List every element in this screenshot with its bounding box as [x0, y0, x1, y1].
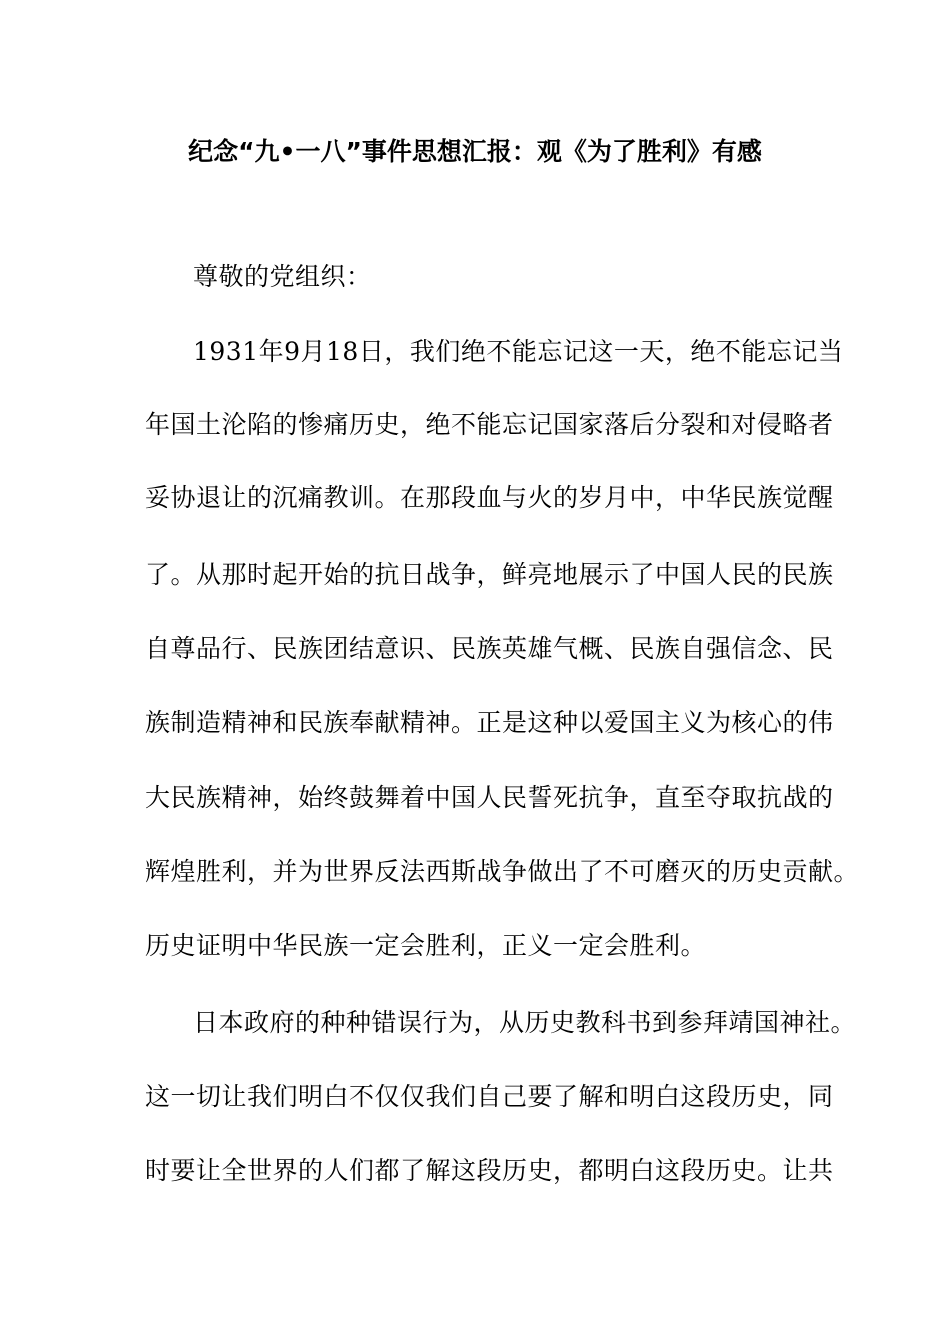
- paragraph-line: 大民族精神，始终鼓舞着中国人民誓死抗争，直至夺取抗战的: [145, 783, 834, 812]
- paragraph-line: 自尊品行、民族团结意识、民族英雄气概、民族自强信念、民: [145, 634, 834, 663]
- document-title: 纪念“九•一八”事件思想汇报：观《为了胜利》有感: [188, 137, 762, 166]
- paragraph-line: 族制造精神和民族奉献精神。正是这种以爱国主义为核心的伟: [145, 708, 834, 737]
- paragraph-line: 妥协退让的沉痛教训。在那段血与火的岁月中，中华民族觉醒: [145, 483, 834, 512]
- paragraph-line: 这一切让我们明白不仅仅我们自己要了解和明白这段历史，同: [145, 1082, 834, 1111]
- paragraph-line: 历史证明中华民族一定会胜利，正义一定会胜利。: [145, 931, 707, 960]
- salutation: 尊敬的党组织：: [193, 262, 372, 291]
- paragraph-line: 时要让全世界的人们都了解这段历史，都明白这段历史。让共: [145, 1156, 834, 1185]
- paragraph-line: 年国土沦陷的惨痛历史，绝不能忘记国家落后分裂和对侵略者: [145, 410, 834, 439]
- paragraph-line: 了。从那时起开始的抗日战争，鲜亮地展示了中国人民的民族: [145, 560, 834, 589]
- paragraph-line: 辉煌胜利，并为世界反法西斯战争做出了不可磨灭的历史贡献。: [145, 857, 860, 886]
- paragraph-line: 1931年9月18日，我们绝不能忘记这一天，绝不能忘记当: [193, 337, 844, 366]
- paragraph-line: 日本政府的种种错误行为，从历史教科书到参拜靖国神社。: [193, 1008, 857, 1037]
